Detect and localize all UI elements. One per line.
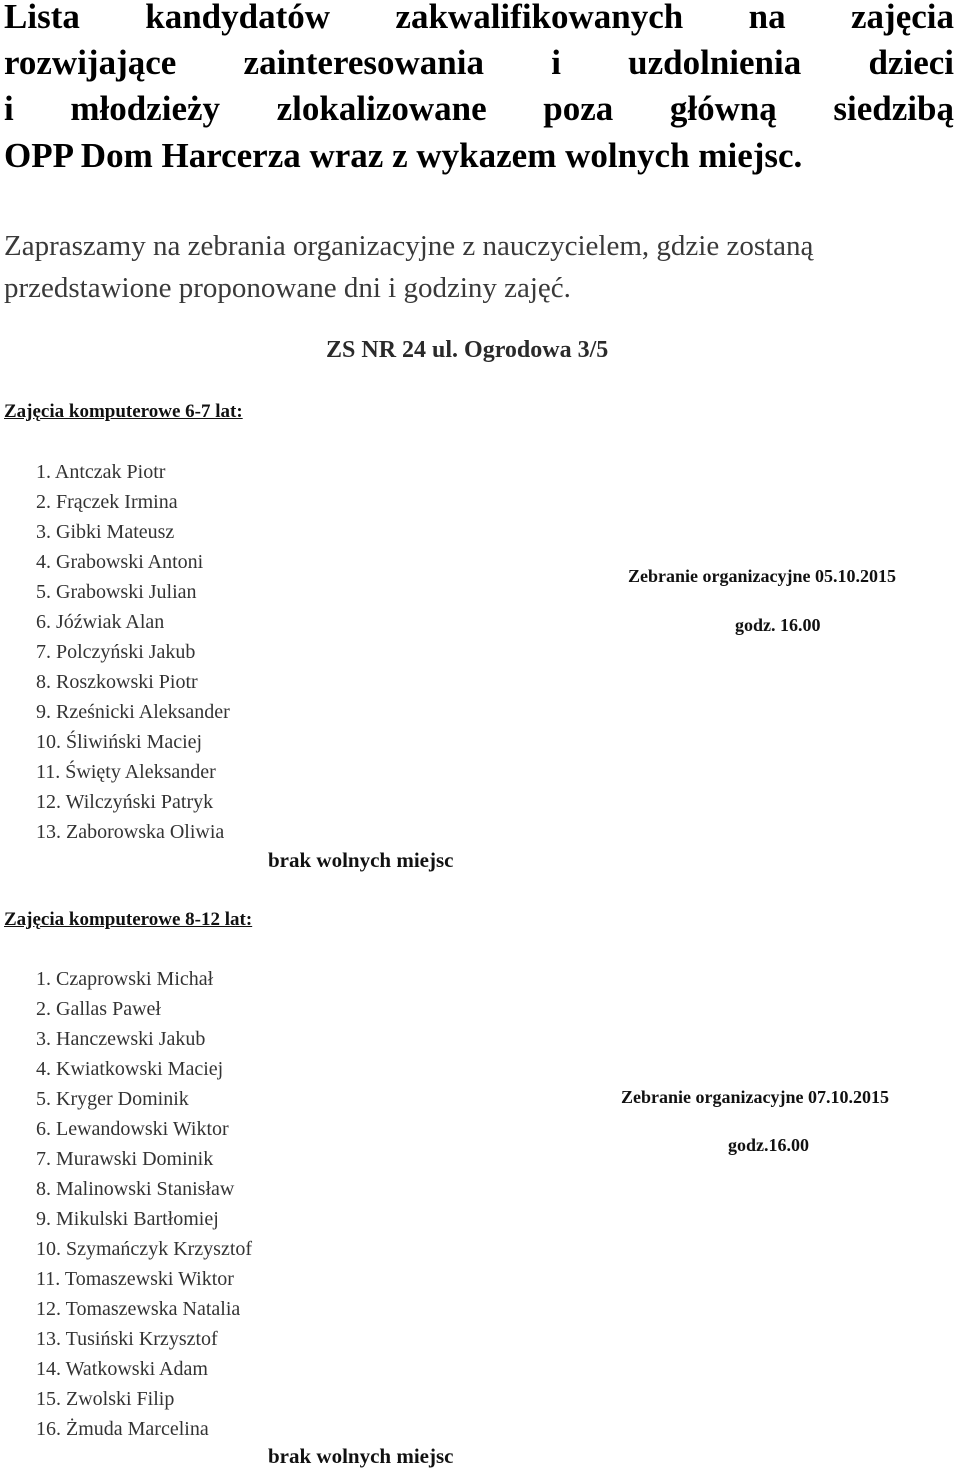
document-title-line-2: rozwijające zainteresowania i uzdolnienia dzieci <box>4 43 954 82</box>
document-title-line-3: i młodzieży zlokalizowane poza główną siedzibą <box>4 89 954 128</box>
list-item: 11. Święty Aleksander <box>36 761 216 783</box>
list-item: 5. Kryger Dominik <box>36 1088 189 1110</box>
list-item: 15. Zwolski Filip <box>36 1388 175 1410</box>
meeting-time-8-12: godz.16.00 <box>728 1135 809 1155</box>
student-list-8-12 <box>36 964 252 1444</box>
list-item: 9. Rześnicki Aleksander <box>36 701 230 723</box>
document-title-line-4: OPP Dom Harcerza wraz z wykazem wolnych miejsc. <box>4 136 803 175</box>
list-item: 16. Żmuda Marcelina <box>36 1418 209 1440</box>
list-item: 2. Frączek Irmina <box>36 491 178 513</box>
list-item: 9. Mikulski Bartłomiej <box>36 1208 219 1230</box>
document-title-line-1: Lista kandydatów zakwalifikowanych na zajęcia <box>4 0 954 36</box>
intro-line-2: przedstawione proponowane dni i godziny zajęć. <box>4 272 571 304</box>
list-item: 8. Roszkowski Piotr <box>36 671 198 693</box>
meeting-date-6-7: Zebranie organizacyjne 05.10.2015 <box>628 566 896 586</box>
list-item: 7. Murawski Dominik <box>36 1148 214 1170</box>
list-item: 11. Tomaszewski Wiktor <box>36 1268 234 1290</box>
list-item: 5. Grabowski Julian <box>36 581 197 603</box>
intro-line-1: Zapraszamy na zebrania organizacyjne z nauczycielem, gdzie zostaną <box>4 230 814 262</box>
list-item: 6. Jóźwiak Alan <box>36 611 165 633</box>
list-item: 1. Antczak Piotr <box>36 461 166 483</box>
list-item: 10. Szymańczyk Krzysztof <box>36 1238 253 1260</box>
list-item: 10. Śliwiński Maciej <box>36 731 203 753</box>
section-heading-6-7: Zajęcia komputerowe 6-7 lat: <box>4 401 243 422</box>
list-item: 12. Wilczyński Patryk <box>36 791 214 813</box>
list-item: 3. Hanczewski Jakub <box>36 1028 206 1050</box>
meeting-time-6-7: godz. 16.00 <box>735 615 821 635</box>
availability-6-7: brak wolnych miejsc <box>268 848 454 872</box>
list-item: 8. Malinowski Stanisław <box>36 1178 235 1200</box>
list-item: 4. Kwiatkowski Maciej <box>36 1058 224 1080</box>
meeting-date-8-12: Zebranie organizacyjne 07.10.2015 <box>621 1087 889 1107</box>
list-item: 13. Zaborowska Oliwia <box>36 821 225 843</box>
list-item: 3. Gibki Mateusz <box>36 521 175 543</box>
list-item: 14. Watkowski Adam <box>36 1358 208 1380</box>
list-item: 4. Grabowski Antoni <box>36 551 204 573</box>
school-address: ZS NR 24 ul. Ogrodowa 3/5 <box>326 337 609 363</box>
list-item: 12. Tomaszewska Natalia <box>36 1298 241 1320</box>
list-item: 2. Gallas Paweł <box>36 998 161 1020</box>
list-item: 7. Polczyński Jakub <box>36 641 196 663</box>
student-list-6-7 <box>36 457 230 847</box>
section-heading-8-12: Zajęcia komputerowe 8-12 lat: <box>4 909 253 930</box>
list-item: 13. Tusiński Krzysztof <box>36 1328 218 1350</box>
list-item: 1. Czaprowski Michał <box>36 968 214 990</box>
availability-8-12: brak wolnych miejsc <box>268 1444 454 1468</box>
list-item: 6. Lewandowski Wiktor <box>36 1118 229 1140</box>
